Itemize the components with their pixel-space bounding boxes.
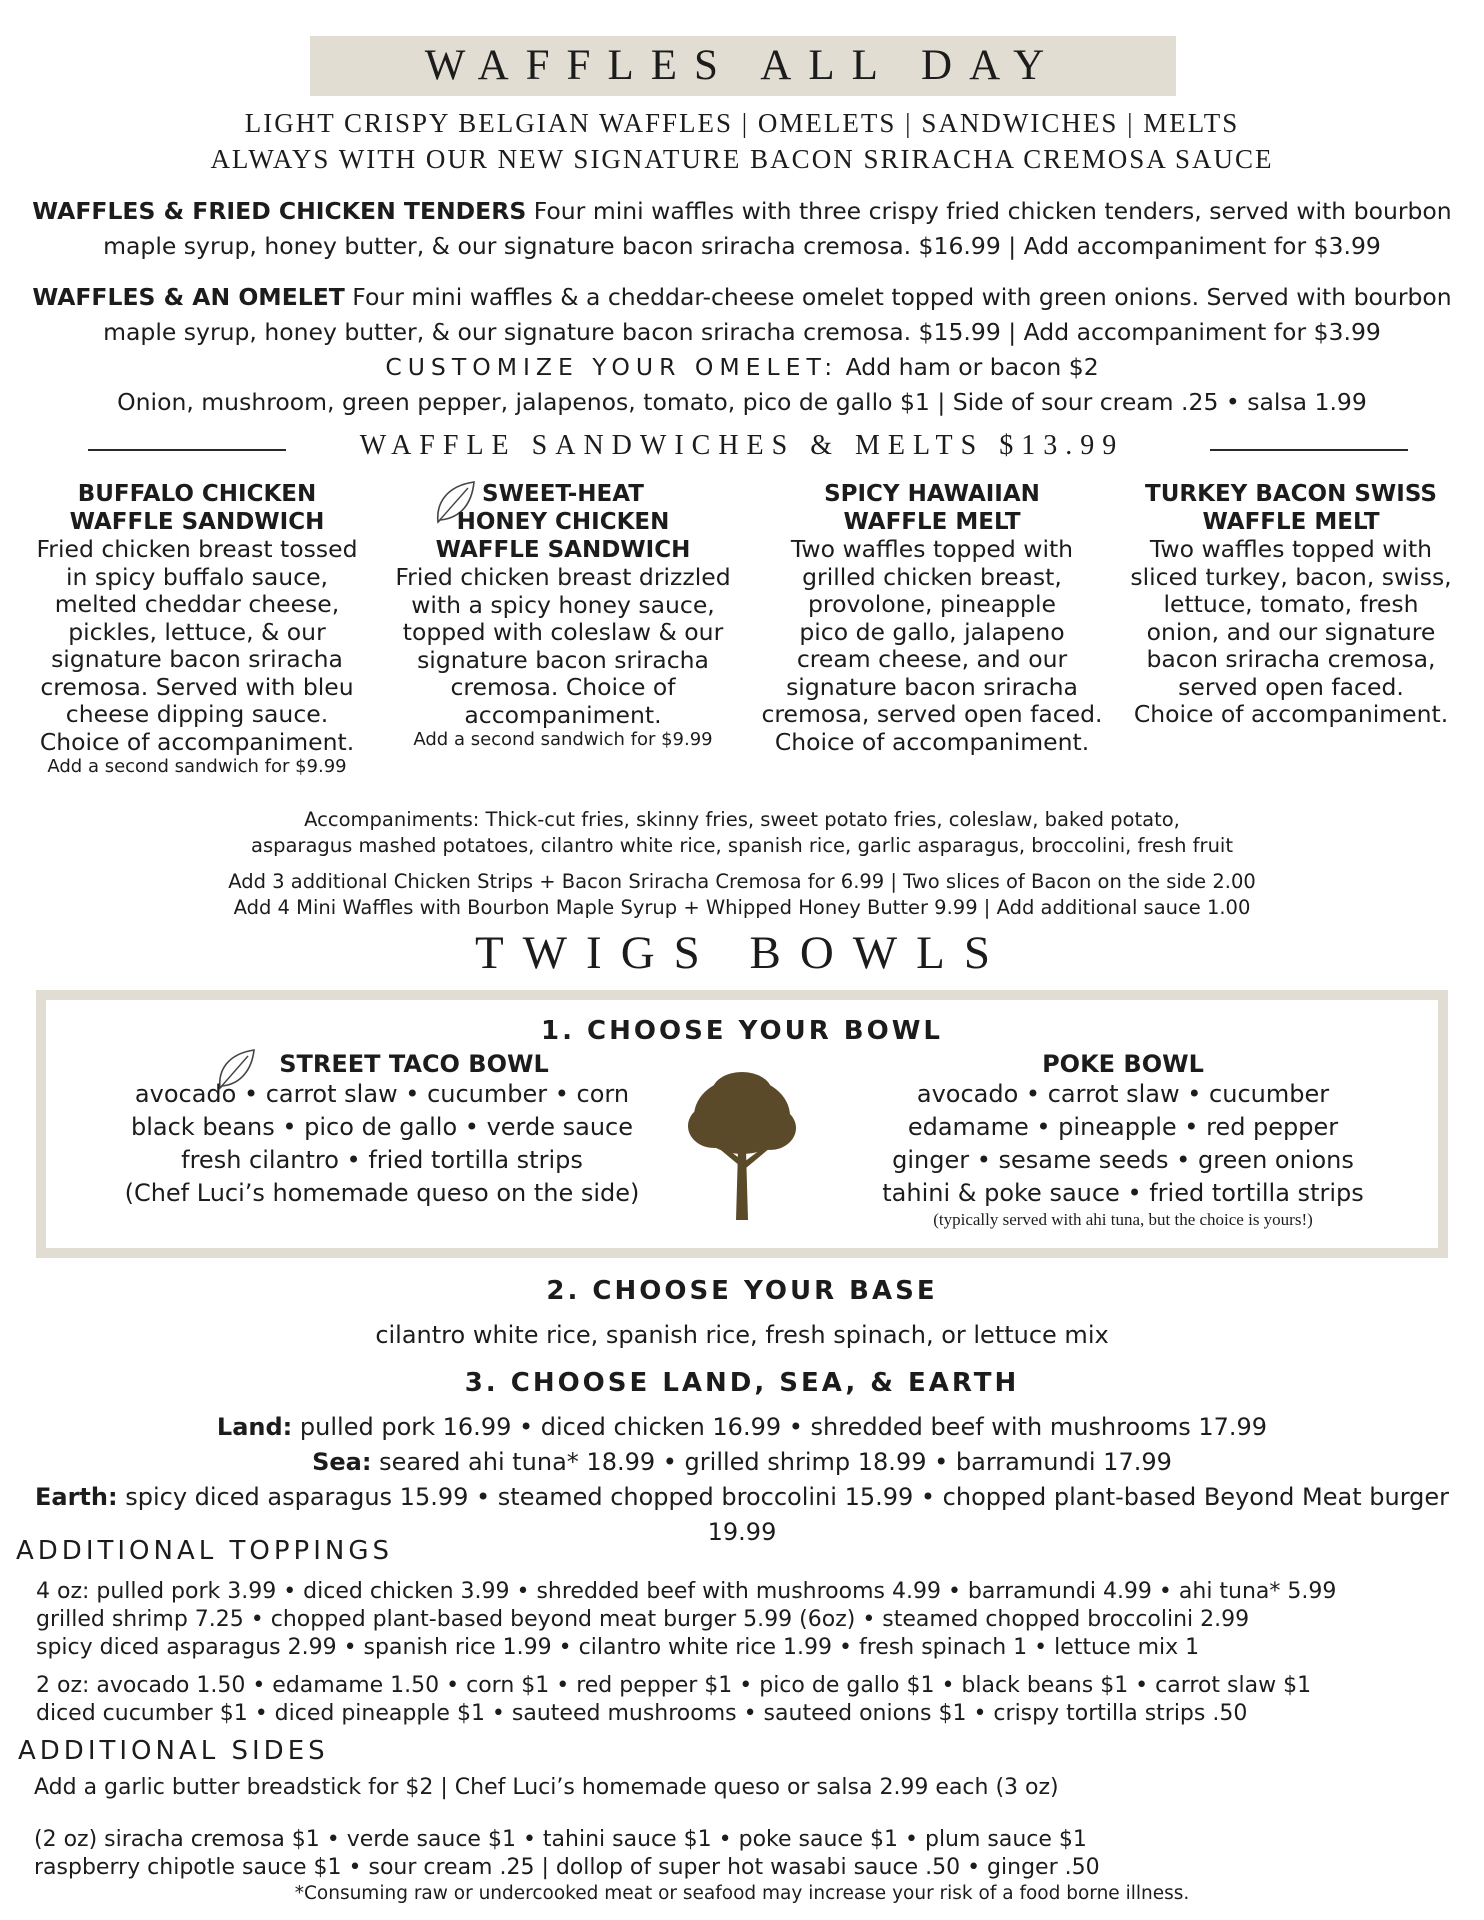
street-taco-bowl — [112, 1050, 652, 1210]
sandwich-desc: cremosa. Choice of — [450, 673, 676, 701]
sauce-line: raspberry chipotle sauce $1 • sour cream .25 | dollop of super hot wasabi sauce .50 • ginger .50 — [34, 1855, 1100, 1880]
sandwich-desc: bacon sriracha cremosa, — [1146, 645, 1436, 673]
sandwich-desc: with a spicy honey sauce, — [411, 590, 715, 619]
add-ons — [0, 869, 1484, 921]
sandwich-desc: signature bacon sriracha — [417, 645, 709, 674]
sandwich-desc: accompaniment. — [464, 700, 662, 729]
bowl-ingredients: ginger • sesame seeds • green onions — [892, 1146, 1354, 1174]
bowl-ingredients: edamame • pineapple • red pepper — [907, 1113, 1339, 1141]
sandwich-buffalo — [22, 480, 372, 778]
item-desc: Four mini waffles & a cheddar-cheese omelet topped with green onions. Served with bourbon — [352, 283, 1452, 311]
toppings-2oz — [36, 1672, 1456, 1728]
sauce-line: (2 oz) siracha cremosa $1 • verde sauce $1 • tahini sauce $1 • poke sauce $1 • plum sauce $1 — [34, 1827, 1087, 1852]
item-desc-2: maple syrup, honey butter, & our signature bacon sriracha cremosa. $16.99 | Add accompaniment for $3.99 — [103, 232, 1381, 260]
earth-options: spicy diced asparagus 15.99 • steamed chopped broccolini 15.99 • chopped plant-based Beyond Meat burger — [125, 1483, 1450, 1511]
step-3-heading: 3. CHOOSE LAND, SEA, & EARTH — [464, 1368, 1020, 1398]
sandwich-note: Add a second sandwich for $9.99 — [413, 729, 713, 750]
sandwich-title: BUFFALO CHICKEN — [77, 481, 317, 507]
topping-line: 4 oz: pulled pork 3.99 • diced chicken 3.99 • shredded beef with mushrooms 4.99 • barramundi 4.99 • ahi tuna* 5.99 — [36, 1579, 1337, 1604]
sandwich-desc: Fried chicken breast tossed — [36, 535, 358, 563]
bowl-ingredients: black beans • pico de gallo • verde sauce — [130, 1113, 633, 1141]
sandwiches-heading: WAFFLE SANDWICHES & MELTS $13.99 — [359, 430, 1125, 461]
bowl-ingredients: (Chef Luci’s homemade queso on the side) — [124, 1179, 640, 1207]
sandwich-title: WAFFLE SANDWICH — [69, 509, 325, 535]
twigs-title: TWIGS BOWLS — [474, 927, 1010, 979]
sandwich-desc: Choice of accompaniment. — [39, 727, 355, 756]
item-name: WAFFLES & FRIED CHICKEN TENDERS — [32, 197, 527, 225]
step-1-heading: 1. CHOOSE YOUR BOWL — [541, 1016, 943, 1046]
customize-label: CUSTOMIZE YOUR OMELET: — [385, 353, 839, 381]
sandwich-desc: topped with coleslaw & our — [402, 618, 724, 646]
protein-options — [10, 1410, 1474, 1550]
step-2-heading: 2. CHOOSE YOUR BASE — [546, 1276, 938, 1306]
sandwich-desc: sliced turkey, bacon, swiss, — [1130, 562, 1452, 591]
bowl-ingredients: avocado • carrot slaw • cucumber — [916, 1080, 1330, 1108]
sides-heading: ADDITIONAL SIDES — [18, 1736, 329, 1766]
sandwich-desc: served open faced. — [1178, 672, 1404, 701]
sandwich-desc: cream cheese, and our — [796, 645, 1068, 673]
poke-bowl — [828, 1050, 1418, 1230]
sandwich-desc: Choice of accompaniment. — [774, 727, 1090, 756]
topping-line: 2 oz: avocado 1.50 • edamame 1.50 • corn $1 • red pepper $1 • pico de gallo $1 • black beans $1 • carrot slaw $1 — [36, 1673, 1312, 1698]
sandwich-title: TURKEY BACON SWISS — [1145, 481, 1437, 507]
sandwich-note: Add a second sandwich for $9.99 — [47, 756, 347, 777]
sandwich-desc: cheese dipping sauce. — [65, 700, 329, 728]
sandwich-desc: grilled chicken breast, — [802, 562, 1062, 591]
earth-label: Earth: — [34, 1483, 118, 1511]
bowl-ingredients: tahini & poke sauce • fried tortilla strips — [882, 1179, 1364, 1207]
sandwich-title: SWEET-HEAT — [482, 481, 644, 507]
add-on-line: Add 4 Mini Waffles with Bourbon Maple Syrup + Whipped Honey Butter 9.99 | Add additional sauce 1.00 — [233, 896, 1251, 919]
sandwich-desc: onion, and our signature — [1146, 617, 1436, 646]
sandwich-desc: lettuce, tomato, fresh — [1163, 590, 1419, 618]
subtitle-1: LIGHT CRISPY BELGIAN WAFFLES | OMELETS | SANDWICHES | MELTS — [244, 108, 1240, 138]
sandwich-desc: pickles, lettuce, & our — [68, 617, 326, 646]
topping-line: diced cucumber $1 • diced pineapple $1 • sauteed mushrooms • sauteed onions $1 • crispy tortilla strips .50 — [36, 1701, 1248, 1726]
bowl-ingredients: avocado • carrot slaw • cucumber • corn — [134, 1080, 630, 1108]
sandwich-title: HONEY CHICKEN — [456, 509, 670, 535]
sandwich-desc: Choice of accompaniment. — [1133, 700, 1449, 728]
divider-left — [88, 449, 286, 451]
waffles-tenders-item — [10, 194, 1474, 264]
sea-options: seared ahi tuna* 18.99 • grilled shrimp 18.99 • barramundi 17.99 — [379, 1448, 1172, 1476]
add-on-line: Add 3 additional Chicken Strips + Bacon Sriracha Cremosa for 6.99 | Two slices of Bacon on the side 2.00 — [228, 870, 1256, 893]
disclaimer: *Consuming raw or undercooked meat or seafood may increase your risk of a food borne illness. — [294, 1883, 1190, 1904]
sandwich-sweet-heat — [388, 480, 738, 751]
accompaniments — [0, 807, 1484, 859]
sandwich-desc: in spicy buffalo sauce, — [65, 562, 329, 591]
bowl-name: STREET TACO BOWL — [279, 1050, 549, 1078]
sandwich-desc: melted cheddar cheese, — [54, 590, 340, 618]
base-options: cilantro white rice, spanish rice, fresh spinach, or lettuce mix — [375, 1321, 1109, 1349]
earth-line — [10, 1480, 1474, 1515]
sandwich-desc: signature bacon sriracha — [51, 645, 343, 673]
sandwich-desc: cremosa. Served with bleu — [40, 672, 354, 701]
item-desc-2: maple syrup, honey butter, & our signature bacon sriracha cremosa. $15.99 | Add accompaniment for $3.99 — [103, 318, 1381, 346]
item-desc: Four mini waffles with three crispy fried chicken tenders, served with bourbon — [533, 197, 1452, 225]
toppings-heading: ADDITIONAL TOPPINGS — [16, 1536, 393, 1566]
sandwich-title: WAFFLE MELT — [843, 509, 1021, 535]
sandwich-desc: Two waffles topped with — [790, 535, 1074, 563]
sandwich-desc: Fried chicken breast drizzled — [395, 563, 731, 591]
menu-title: WAFFLES ALL DAY — [424, 42, 1062, 89]
tree-icon — [686, 1070, 798, 1222]
land-line — [10, 1410, 1474, 1445]
subtitle-2: ALWAYS WITH OUR NEW SIGNATURE BACON SRIRACHA CREMOSA SAUCE — [210, 144, 1274, 174]
sandwich-desc: signature bacon sriracha — [786, 672, 1078, 701]
sandwich-title: WAFFLE SANDWICH — [435, 537, 691, 563]
land-options: pulled pork 16.99 • diced chicken 16.99 • shredded beef with mushrooms 17.99 — [299, 1413, 1268, 1441]
sea-line — [10, 1445, 1474, 1480]
topping-line: spicy diced asparagus 2.99 • spanish rice 1.99 • cilantro white rice 1.99 • fresh spinach 1 • lettuce mix 1 — [36, 1635, 1200, 1660]
omelet-options: Onion, mushroom, green pepper, jalapenos, tomato, pico de gallo $1 | Side of sour cream .25 • salsa 1.99 — [117, 388, 1367, 416]
waffles-omelet-item — [10, 280, 1474, 420]
divider-right — [1210, 449, 1408, 451]
sandwich-desc: provolone, pineapple — [808, 590, 1056, 618]
earth-price: 19.99 — [707, 1518, 777, 1546]
sauces — [34, 1826, 1454, 1882]
sandwich-title: WAFFLE MELT — [1202, 509, 1380, 535]
sandwich-turkey — [1116, 480, 1466, 729]
accompaniments-line: asparagus mashed potatoes, cilantro white rice, spanish rice, garlic asparagus, broccolini, fresh fruit — [251, 834, 1233, 857]
bowl-note: (typically served with ahi tuna, but the choice is yours!) — [933, 1210, 1313, 1229]
sandwich-desc: pico de gallo, jalapeno — [799, 617, 1065, 646]
sides-line: Add a garlic butter breadstick for $2 | Chef Luci’s homemade queso or salsa 2.99 each (3 oz) — [34, 1775, 1059, 1800]
sea-label: Sea: — [312, 1448, 372, 1476]
sandwich-hawaiian — [752, 480, 1112, 756]
bowl-name: POKE BOWL — [1042, 1050, 1204, 1078]
topping-line: grilled shrimp 7.25 • chopped plant-based beyond meat burger 5.99 (6oz) • steamed chopped broccolini 2.99 — [36, 1607, 1250, 1632]
sandwich-title: SPICY HAWAIIAN — [824, 481, 1040, 507]
bowl-ingredients: fresh cilantro • fried tortilla strips — [181, 1146, 583, 1174]
accompaniments-line: Accompaniments: Thick-cut fries, skinny fries, sweet potato fries, coleslaw, baked potato, — [304, 808, 1180, 831]
customize-text: Add ham or bacon $2 — [845, 353, 1099, 381]
sandwich-desc: cremosa, served open faced. — [761, 700, 1103, 728]
sandwich-desc: Two waffles topped with — [1149, 535, 1433, 563]
land-label: Land: — [216, 1413, 293, 1441]
item-name: WAFFLES & AN OMELET — [32, 283, 345, 311]
toppings-4oz — [36, 1578, 1456, 1662]
